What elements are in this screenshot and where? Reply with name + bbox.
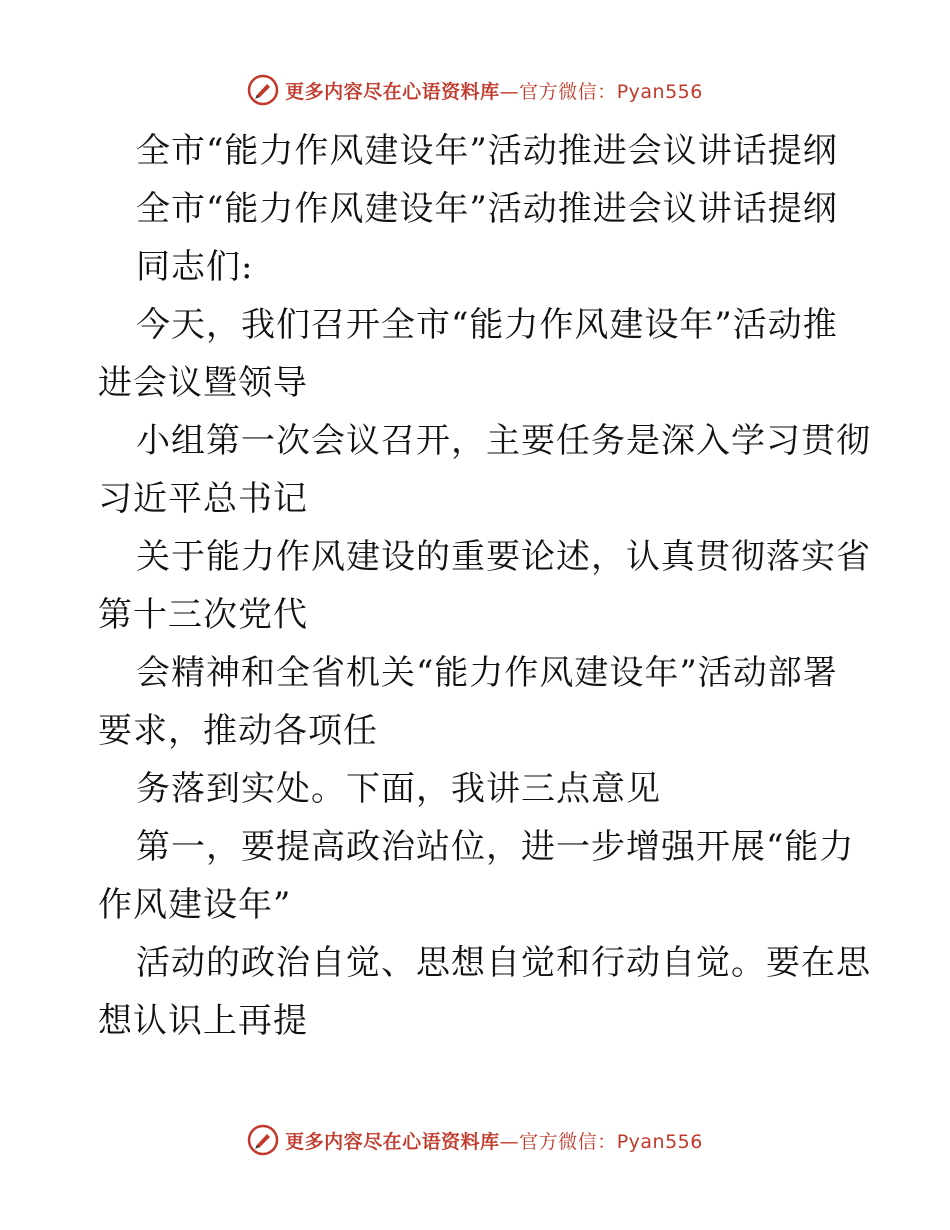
watermark-banner-top — [0, 70, 950, 110]
paragraph-line: 习近平总书记 — [98, 479, 308, 519]
pen-logo-icon — [247, 74, 279, 106]
paragraph-line: 小组第一次会议召开，主要任务是深入学习贯彻 — [136, 421, 871, 461]
document-body — [98, 122, 871, 1050]
watermark-banner-bottom — [0, 1120, 950, 1160]
paragraph-line: 今天，我们召开全市“能力作风建设年”活动推 — [136, 305, 838, 345]
paragraph-line: 第十三次党代 — [98, 595, 308, 635]
paragraph-line: 会精神和全省机关“能力作风建设年”活动部署 — [136, 653, 838, 693]
paragraph-line: 进会议暨领导 — [98, 363, 308, 403]
paragraph-line: 关于能力作风建设的重要论述，认真贯彻落实省 — [136, 537, 871, 577]
paragraph-line: 想认识上再提 — [98, 1001, 308, 1041]
paragraph-line: 要求，推动各项任 — [98, 711, 378, 751]
pen-logo-icon — [247, 1124, 279, 1156]
doc-title-line-repeat: 全市“能力作风建设年”活动推进会议讲话提纲 — [136, 189, 838, 229]
watermark-text: 更多内容尽在心语资料库—官方微信：Pyan556 — [285, 80, 703, 103]
salutation: 同志们: — [136, 247, 254, 287]
paragraph-line: 活动的政治自觉、思想自觉和行动自觉。要在思 — [136, 943, 871, 983]
doc-title-line: 全市“能力作风建设年”活动推进会议讲话提纲 — [136, 131, 838, 171]
paragraph-line: 作风建设年” — [98, 885, 292, 925]
paragraph-line: 第一，要提高政治站位，进一步增强开展“能力 — [136, 827, 855, 867]
watermark-text: 更多内容尽在心语资料库—官方微信：Pyan556 — [285, 1130, 703, 1153]
paragraph-line: 务落到实处。下面，我讲三点意见 — [136, 769, 661, 809]
